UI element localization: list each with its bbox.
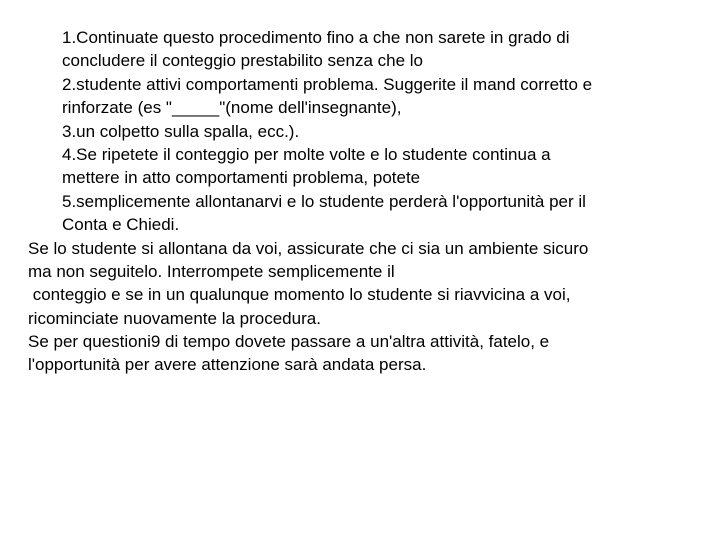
paragraph-line: Se lo studente si allontana da voi, assicurate che ci sia un ambiente sicuro bbox=[28, 238, 589, 258]
step-4-continuation-line: mettere in atto comportamenti problema, potete bbox=[62, 168, 421, 188]
slide-text-block bbox=[0, 26, 720, 377]
paragraph-line: l'opportunità per avere attenzione sarà andata persa. bbox=[28, 355, 427, 375]
step-4-line: 4.Se ripetete il conteggio per molte volte e lo studente continua a bbox=[62, 144, 551, 164]
step-5-line: 5.semplicemente allontanarvi e lo studente perderà l'opportunità per il bbox=[62, 191, 586, 211]
step-3-line: 3.un colpetto sulla spalla, ecc.). bbox=[62, 121, 300, 141]
step-5-continuation-line: Conta e Chiedi. bbox=[62, 215, 180, 235]
step-2-line: 2.studente attivi comportamenti problema. Suggerite il mand corretto e bbox=[62, 74, 593, 94]
paragraph-line: Se per questioni9 di tempo dovete passare a un'altra attività, fatelo, e bbox=[28, 332, 550, 352]
paragraph-line: ricominciate nuovamente la procedura. bbox=[28, 308, 321, 328]
paragraph-line: ma non seguitelo. Interrompete semplicemente il bbox=[28, 261, 395, 281]
step-2-continuation-line: rinforzate (es "_____"(nome dell'insegnante), bbox=[62, 98, 402, 118]
step-1-line: 1.Continuate questo procedimento fino a che non sarete in grado di bbox=[62, 28, 570, 47]
step-1-continuation-line: concludere il conteggio prestabilito senza che lo bbox=[62, 51, 424, 71]
paragraph-line: conteggio e se in un qualunque momento lo studente si riavvicina a voi, bbox=[28, 285, 571, 305]
